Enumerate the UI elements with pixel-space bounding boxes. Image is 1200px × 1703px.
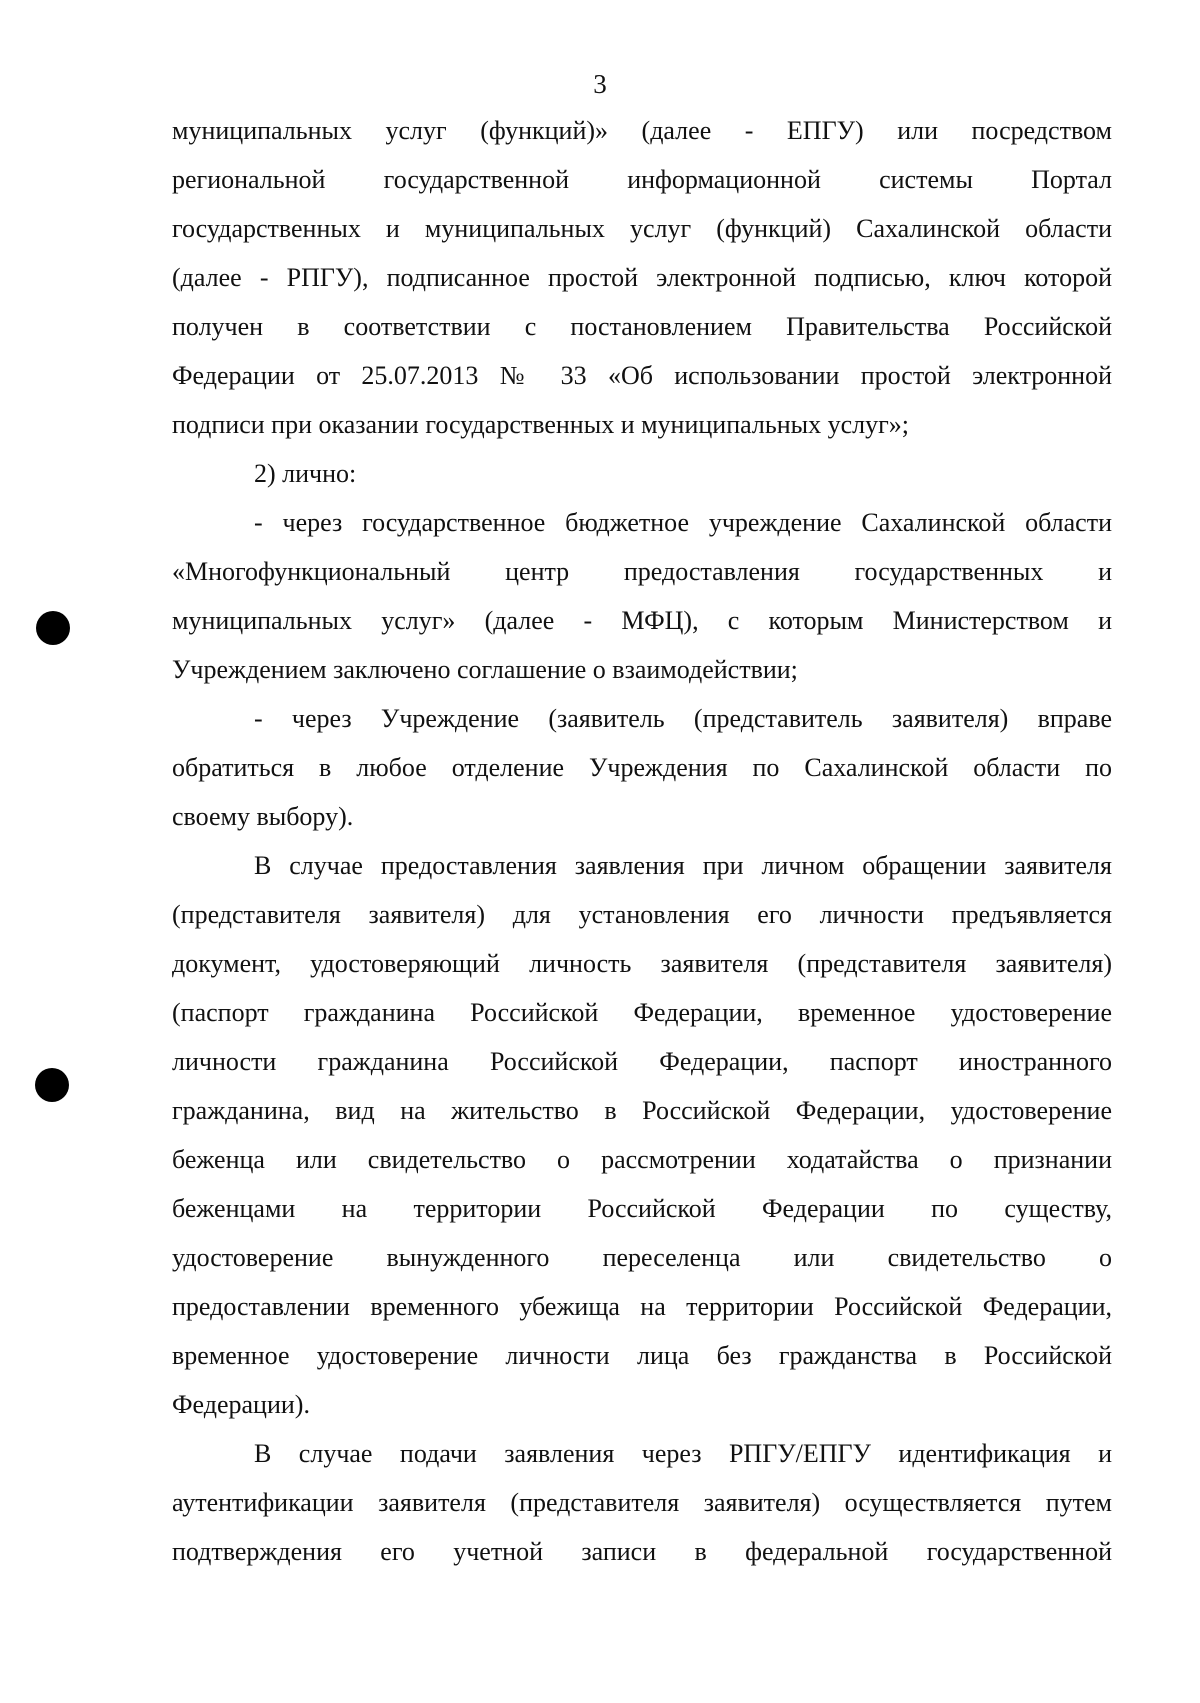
page-number: 3 xyxy=(593,69,607,99)
text-line: беженцами на территории Российской Федерации по существу, xyxy=(172,1194,1112,1223)
text-line: (представителя заявителя) для установления его личности предъявляется xyxy=(172,900,1112,929)
text-line: получен в соответствии с постановлением Правительства Российской xyxy=(172,312,1112,341)
text-line: подтверждения его учетной записи в федеральной государственной xyxy=(172,1537,1112,1566)
text-line: предоставлении временного убежища на территории Российской Федерации, xyxy=(172,1292,1112,1321)
text-line: своему выбору). xyxy=(172,802,354,831)
text-line: - через Учреждение (заявитель (представитель заявителя) вправе xyxy=(254,704,1112,733)
punch-hole-top xyxy=(36,611,70,645)
text-line: Федерации от 25.07.2013 № 33 «Об использовании простой электронной xyxy=(172,361,1112,390)
text-line: Учреждением заключено соглашение о взаимодействии; xyxy=(172,655,798,684)
text-line: В случае подачи заявления через РПГУ/ЕПГУ идентификация и xyxy=(254,1439,1112,1468)
text-line: гражданина, вид на жительство в Российской Федерации, удостоверение xyxy=(172,1096,1112,1125)
text-line: 2) лично: xyxy=(254,459,357,488)
text-line: (далее - РПГУ), подписанное простой электронной подписью, ключ которой xyxy=(172,263,1112,292)
text-line: аутентификации заявителя (представителя заявителя) осуществляется путем xyxy=(172,1488,1112,1517)
document-body xyxy=(172,106,1112,1576)
text-line: В случае предоставления заявления при личном обращении заявителя xyxy=(254,851,1112,880)
text-line: - через государственное бюджетное учреждение Сахалинской области xyxy=(254,508,1112,537)
text-line: «Многофункциональный центр предоставления государственных и xyxy=(172,557,1112,586)
text-line: документ, удостоверяющий личность заявителя (представителя заявителя) xyxy=(172,949,1112,978)
text-line: удостоверение вынужденного переселенца или свидетельство о xyxy=(172,1243,1112,1272)
text-line: региональной государственной информационной системы Портал xyxy=(172,165,1112,194)
text-line: подписи при оказании государственных и муниципальных услуг»; xyxy=(172,410,910,439)
text-line: временное удостоверение личности лица без гражданства в Российской xyxy=(172,1341,1112,1370)
text-line: обратиться в любое отделение Учреждения по Сахалинской области по xyxy=(172,753,1112,782)
text-line: беженца или свидетельство о рассмотрении ходатайства о признании xyxy=(172,1145,1112,1174)
text-line: личности гражданина Российской Федерации, паспорт иностранного xyxy=(172,1047,1112,1076)
text-line: муниципальных услуг» (далее - МФЦ), с которым Министерством и xyxy=(172,606,1112,635)
text-line: Федерации). xyxy=(172,1390,310,1419)
punch-hole-bottom xyxy=(35,1068,69,1102)
text-line: государственных и муниципальных услуг (функций) Сахалинской области xyxy=(172,214,1112,243)
text-line: муниципальных услуг (функций)» (далее - ЕПГУ) или посредством xyxy=(172,116,1112,145)
text-line: (паспорт гражданина Российской Федерации, временное удостоверение xyxy=(172,998,1112,1027)
